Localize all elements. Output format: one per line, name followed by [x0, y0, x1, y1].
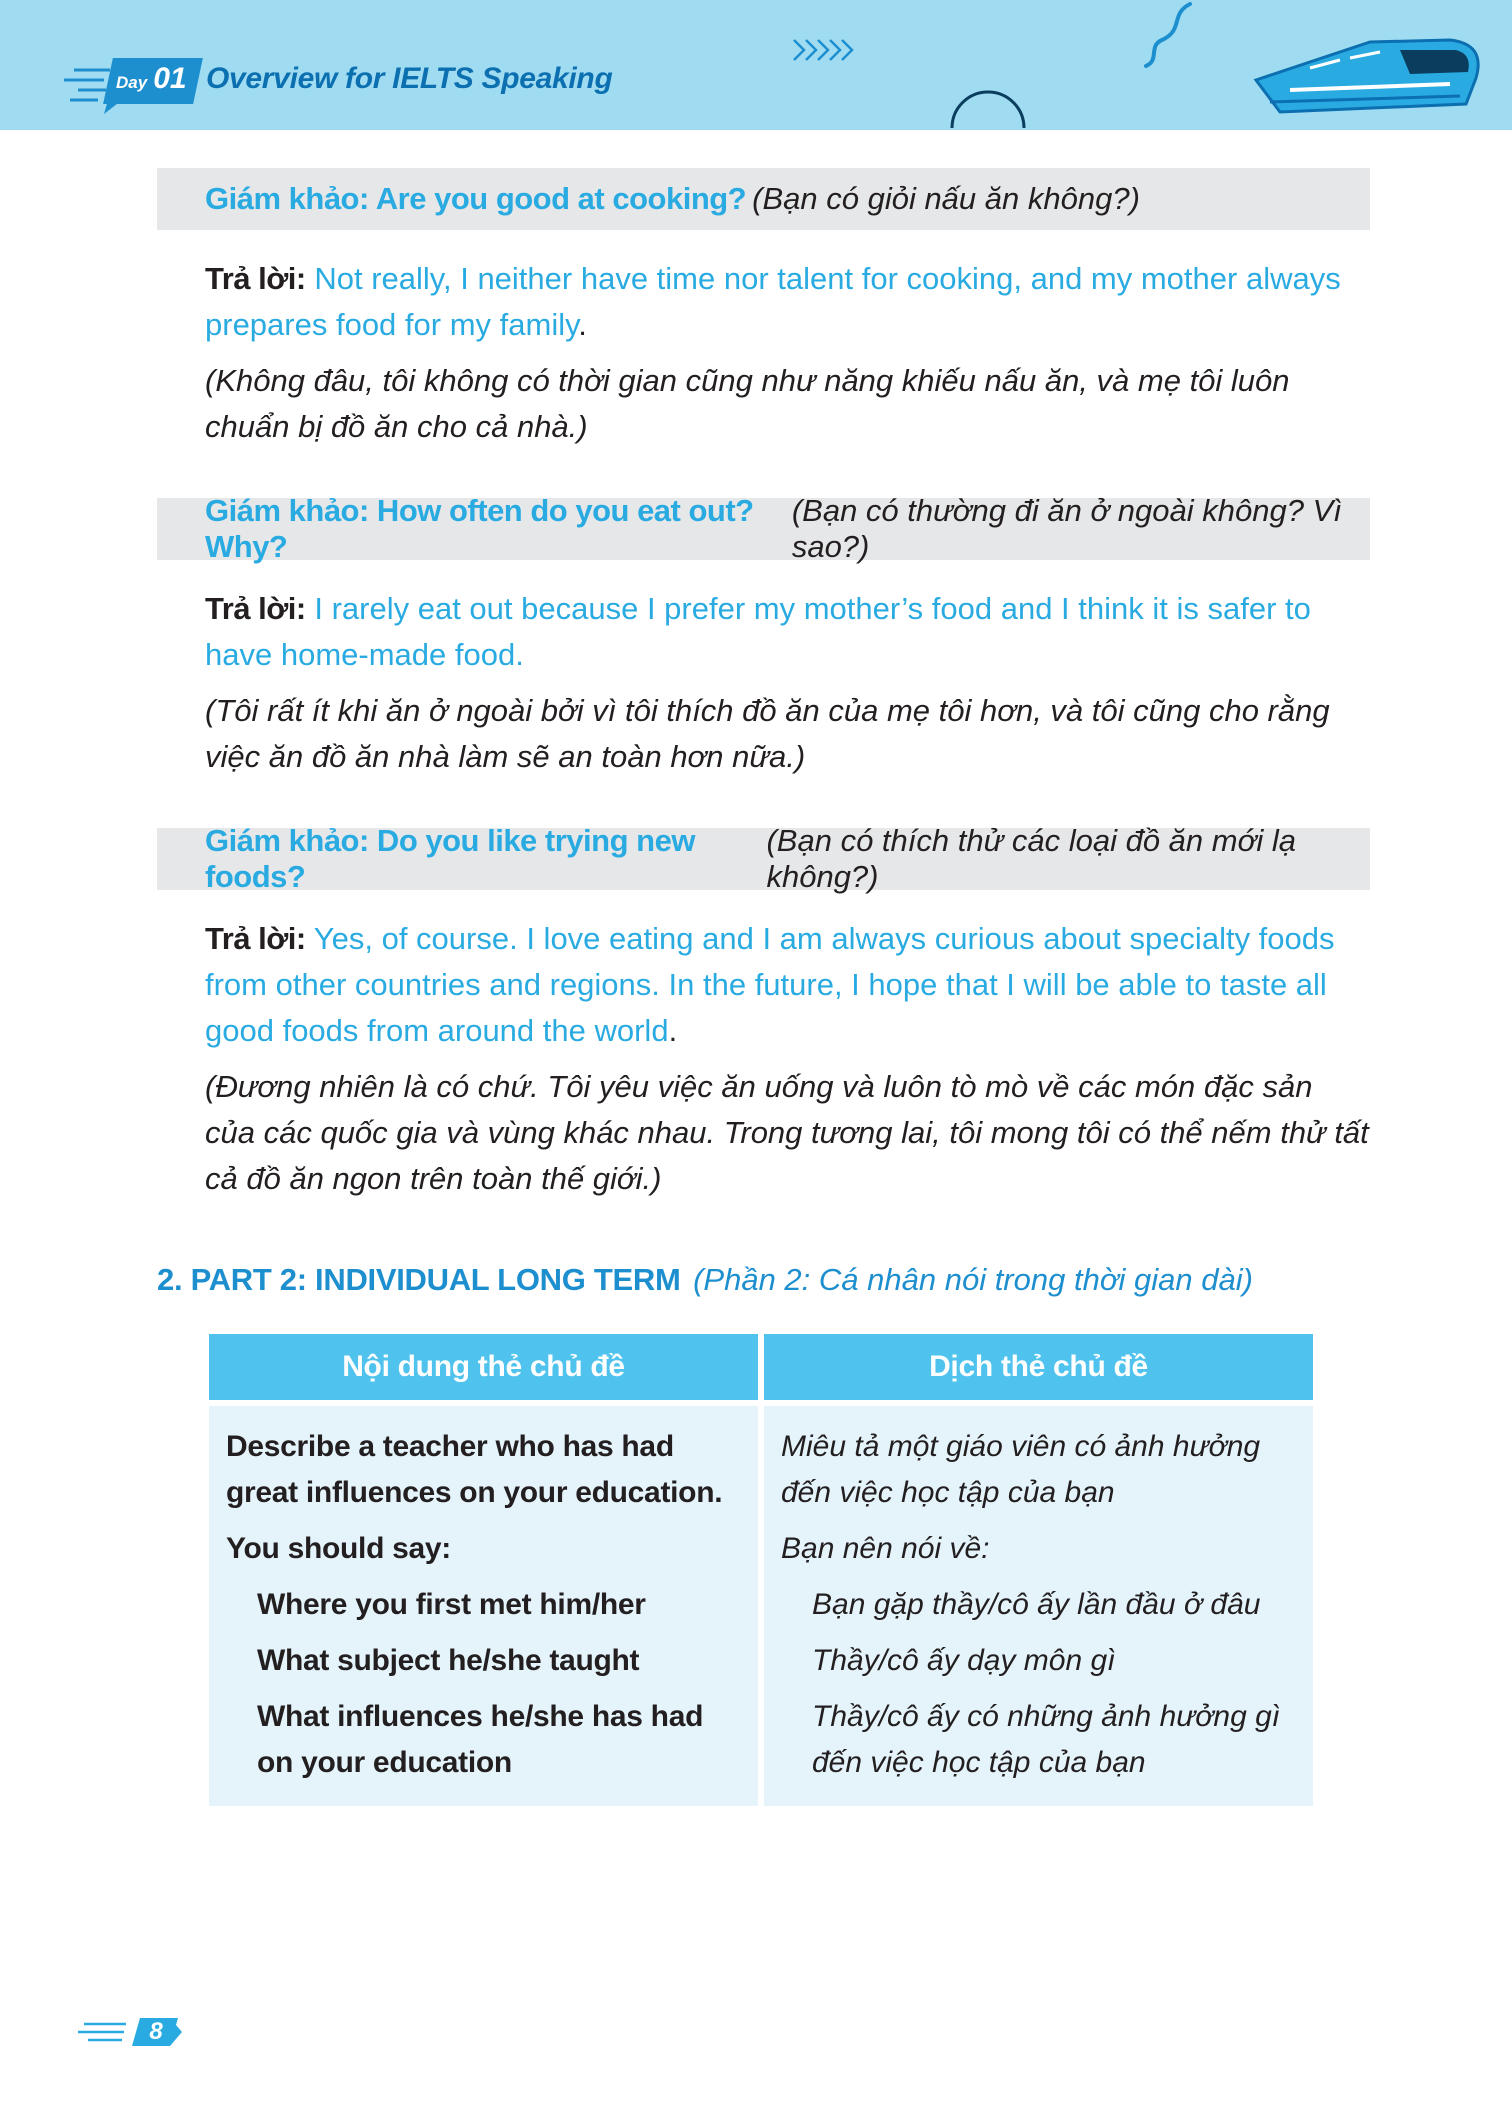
column-header-english: Nội dung thẻ chủ đề — [209, 1334, 758, 1400]
answer-translation: (Tôi rất ít khi ăn ở ngoài bởi vì tôi thích đồ ăn của mẹ tôi hơn, và tôi cũng cho rằng việc ăn đồ ăn nhà làm sẽ an toàn hơn nữa.) — [205, 693, 1330, 774]
list-item: Bạn gặp thầy/cô ấy lần đầu ở đâu — [812, 1588, 1261, 1621]
day-word: Day — [116, 73, 148, 92]
answer — [157, 586, 1370, 780]
chevrons-icon — [792, 36, 858, 64]
answer-period: . — [578, 307, 587, 342]
question-label: Giám khảo: How often do you eat out? Why? — [205, 493, 754, 564]
answer — [157, 916, 1370, 1202]
qa-block — [157, 823, 1370, 1202]
question-bar — [157, 168, 1370, 230]
section-heading — [157, 1262, 1253, 1298]
question-label: Giám khảo: Do you like trying new foods? — [205, 823, 695, 894]
section-heading-translation: (Phần 2: Cá nhân nói trong thời gian dài) — [693, 1262, 1253, 1297]
column-header-vietnamese: Dịch thẻ chủ đề — [764, 1334, 1313, 1400]
answer-translation: (Đương nhiên là có chứ. Tôi yêu việc ăn uống và luôn tò mò về các món đặc sản của các quốc gia và vùng khác nhau. Trong tương lai, tôi mong tôi có thể nếm thử tất cả đồ ăn ngon trên toàn thế giới.) — [205, 1069, 1369, 1196]
answer-label: Trả lời: — [205, 921, 306, 956]
arc-icon — [948, 86, 1028, 130]
badge-tail-icon — [104, 100, 124, 116]
answer-english: Not really, I neither have time nor talent for cooking, and my mother always prepares food for my family — [205, 261, 1341, 342]
topic-card-table — [209, 1334, 1319, 1806]
topic-text: Describe a teacher who has had great influences on your education. — [226, 1430, 723, 1509]
question-translation: (Bạn có thường đi ăn ở ngoài không? Vì sao?) — [791, 493, 1342, 564]
list-item: Thầy/cô ấy dạy môn gì — [812, 1644, 1116, 1677]
question-label: Giám khảo: Are you good at cooking? — [205, 181, 747, 216]
squiggle-icon — [1140, 0, 1200, 70]
topic-card-vietnamese — [764, 1406, 1313, 1806]
answer-label: Trả lời: — [205, 261, 306, 296]
answer — [157, 256, 1370, 450]
answer-period: . — [668, 1013, 678, 1048]
day-label — [116, 62, 196, 102]
question-translation: (Bạn có thích thử các loại đồ ăn mới lạ không?) — [766, 823, 1296, 894]
answer-english: I rarely eat out because I prefer my mother’s food and I think it is safer to have home-made food. — [205, 591, 1311, 672]
should-say-label: Bạn nên nói về: — [781, 1532, 990, 1565]
answer-label: Trả lời: — [205, 591, 306, 626]
day-number: 01 — [153, 62, 187, 95]
list-item: What influences he/she has had on your education — [257, 1700, 704, 1779]
qa-block — [157, 493, 1370, 780]
topic-card-english — [209, 1406, 758, 1806]
question-bar — [157, 493, 1370, 564]
question-bar — [157, 823, 1370, 894]
should-say-label: You should say: — [226, 1532, 451, 1565]
list-item: Thầy/cô ấy có những ảnh hưởng gì đến việc học tập của bạn — [812, 1700, 1281, 1779]
page-header — [0, 0, 1512, 130]
question-translation: (Bạn có giỏi nấu ăn không?) — [752, 181, 1140, 216]
page-title: Overview for IELTS Speaking — [206, 62, 613, 95]
page-number: 8 — [149, 2018, 163, 2045]
train-icon — [1250, 20, 1490, 130]
answer-translation: (Không đâu, tôi không có thời gian cũng như năng khiếu nấu ăn, và mẹ tôi luôn chuẩn bị đồ ăn cho cả nhà.) — [205, 363, 1290, 444]
answer-english: Yes, of course. I love eating and I am always curious about specialty foods from other countries and regions. In the future, I hope that I will be able to taste all good foods from around the world — [205, 921, 1335, 1048]
topic-text: Miêu tả một giáo viên có ảnh hưởng đến việc học tập của bạn — [781, 1430, 1261, 1509]
qa-block — [157, 168, 1370, 450]
section-heading-title: 2. PART 2: INDIVIDUAL LONG TERM — [157, 1262, 681, 1297]
list-item: Where you first met him/her — [257, 1588, 646, 1621]
qa-section — [157, 168, 1370, 1250]
list-item: What subject he/she taught — [257, 1644, 640, 1677]
